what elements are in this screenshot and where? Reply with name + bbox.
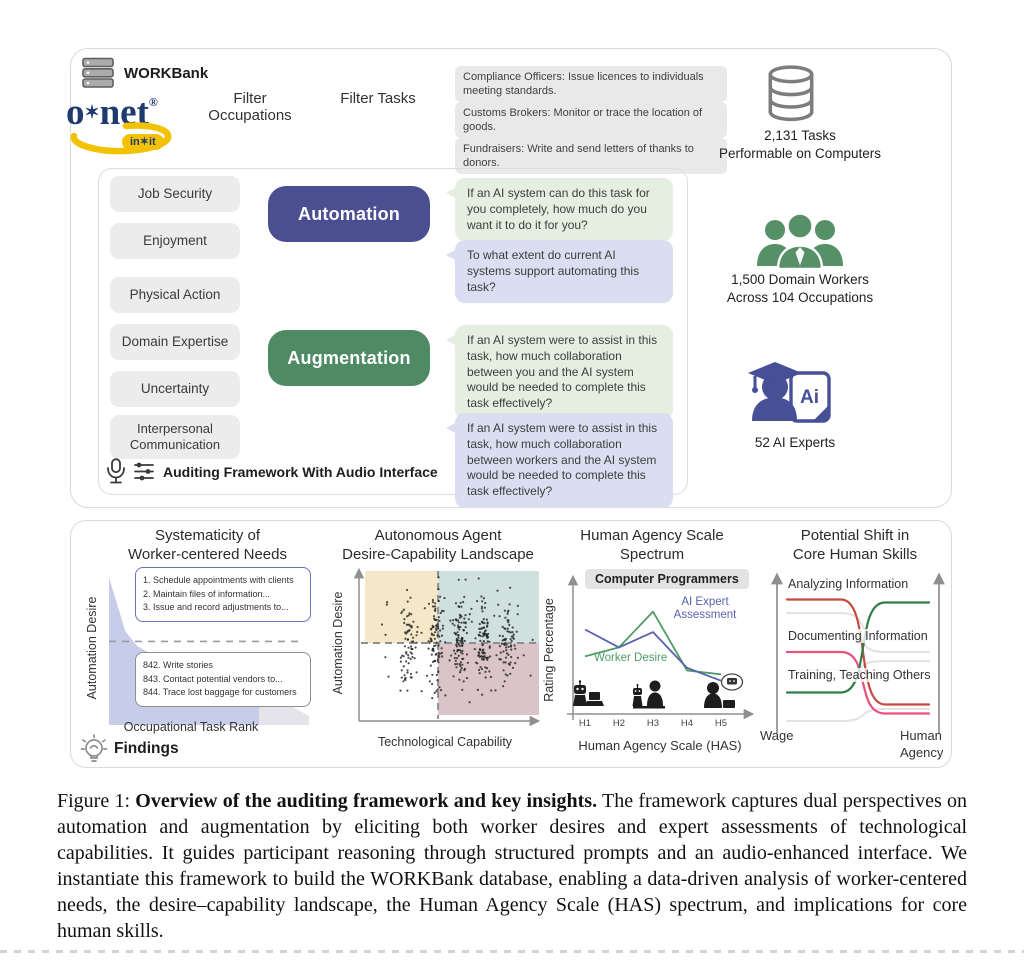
onet-o: o <box>66 92 85 133</box>
database-stack-icon <box>80 57 116 89</box>
microphone-icon <box>106 458 126 485</box>
task-example: Compliance Officers: Issue licences to individuals meeting standards. <box>455 66 727 102</box>
onet-logo <box>64 92 194 162</box>
robot-worker-icon <box>573 680 604 706</box>
attribute-enjoyment: Enjoyment <box>110 223 240 259</box>
attribute-job-security: Job Security <box>110 176 240 212</box>
ai-doc-label: Ai <box>800 387 819 408</box>
landscape-xlabel: Technological Capability <box>377 735 513 749</box>
human-thinking-icon <box>704 674 743 708</box>
has-title: Human Agency Scale Spectrum <box>580 527 724 563</box>
augmentation-box: Augmentation <box>268 330 430 386</box>
onet-registered-mark: ® <box>148 95 158 109</box>
bottom-ranked-tasks-box: 842. Write stories 843. Contact potential vendors to... 844. Trace lost baggage for customers <box>135 652 311 707</box>
systematicity-xlabel: Occupational Task Rank <box>123 720 259 734</box>
svg-text:H2: H2 <box>612 718 626 729</box>
skills-title: Potential Shift in Core Human Skills <box>792 527 918 563</box>
filter-occupations-label: Filter Occupations <box>208 90 292 124</box>
wage-axis-label: Wage <box>760 728 794 743</box>
task-example: Customs Brokers: Monitor or trace the location of goods. <box>455 102 727 138</box>
tasks-count: 2,131 Tasks <box>764 128 836 143</box>
automation-box: Automation <box>268 186 430 242</box>
findings-label: Findings <box>114 740 179 757</box>
landscape-title: Autonomous Agent Desire-Capability Landscape <box>342 527 534 563</box>
has-ylabel: Rating Percentage <box>542 598 556 702</box>
audio-framework-caption: Auditing Framework With Audio Interface <box>163 464 438 480</box>
svg-text:H3: H3 <box>646 718 660 729</box>
has-xlabel: Human Agency Scale (HAS) <box>578 738 742 753</box>
landscape-scatter-chart <box>345 563 545 731</box>
sliders-icon <box>133 461 155 482</box>
workers-stat <box>700 271 900 306</box>
tasks-stat <box>705 127 895 162</box>
filter-tasks-label: Filter Tasks <box>340 90 416 107</box>
figure-caption <box>57 788 967 944</box>
skill-training-label: Training, Teaching Others <box>788 668 931 682</box>
systematicity-ylabel: Automation Desire <box>85 596 99 700</box>
caption-prefix: Figure 1: <box>57 790 136 812</box>
task-example: Fundraisers: Write and send letters of thanks to donors. <box>455 138 727 174</box>
worker-question-bubble: If an AI system were to assist in this task, how much collaboration between you and the AI system would be needed to complete this task effectively? <box>455 325 673 420</box>
caption-bold: Overview of the auditing framework and key insights. <box>135 790 598 812</box>
systematicity-title: Systematicity of Worker-centered Needs <box>128 527 287 563</box>
ai-expert-assessment-label: AI Expert Assessment <box>673 596 737 622</box>
workbank-label: WORKBank <box>124 65 209 82</box>
worker-question-bubble: If an AI system can do this task for you completely, how much do you want it to do it for you? <box>455 178 673 241</box>
onet-init-badge: in✶it <box>122 134 164 150</box>
lightbulb-icon <box>80 733 108 765</box>
robot-human-pair-icon <box>633 681 666 709</box>
experts-stat: 52 AI Experts <box>754 435 836 450</box>
tasks-count-sub: Performable on Computers <box>718 145 882 161</box>
workers-count-sub: Across 104 Occupations <box>726 289 874 305</box>
ai-expert-icon <box>745 357 837 431</box>
top-ranked-tasks-box: 1. Schedule appointments with clients 2. Maintain files of information... 3. Issue and record adjustments to... <box>135 567 311 622</box>
attribute-physical-action: Physical Action <box>110 277 240 313</box>
workers-count: 1,500 Domain Workers <box>731 272 869 287</box>
occupation-badge: Computer Programmers <box>585 569 749 589</box>
expert-question-bubble: To what extent do current AI systems support automating this task? <box>455 240 673 303</box>
worker-desire-label: Worker Desire <box>594 652 668 664</box>
next-section-edge <box>0 950 1024 953</box>
onet-star-icon: ✶ <box>84 102 100 122</box>
attribute-domain-expertise: Domain Expertise <box>110 324 240 360</box>
expert-question-bubble: If an AI system were to assist in this task, how much collaboration between workers and the AI system would be needed to complete this task effectively? <box>455 413 673 508</box>
attribute-interpersonal-communication: Interpersonal Communication <box>110 415 240 459</box>
caption-body: The framework captures dual perspectives on automation and augmentation by eliciting both worker desires and expert assessments of technological capabilities. It guides participant reasoning through structured prompts and an audio-enhanced interface. We instantiate this framework to build the WORKBank database, enabling a data-driven analysis of worker-centered needs, the desire–capability landscape, the Human Agency Scale (HAS) spectrum, and implications for core human skills. <box>57 790 968 942</box>
svg-text:H4: H4 <box>680 718 694 729</box>
onet-net: net <box>99 92 149 133</box>
database-cylinder-icon <box>762 64 820 122</box>
svg-text:H1: H1 <box>578 718 592 729</box>
svg-text:H5: H5 <box>714 718 728 729</box>
landscape-ylabel: Automation Desire <box>331 591 345 695</box>
attribute-uncertainty: Uncertainty <box>110 371 240 407</box>
skill-documenting-label: Documenting Information <box>788 629 928 643</box>
human-agency-axis-label: Human Agency <box>900 728 944 760</box>
skill-analyzing-label: Analyzing Information <box>788 577 909 591</box>
domain-workers-icon <box>752 212 848 270</box>
